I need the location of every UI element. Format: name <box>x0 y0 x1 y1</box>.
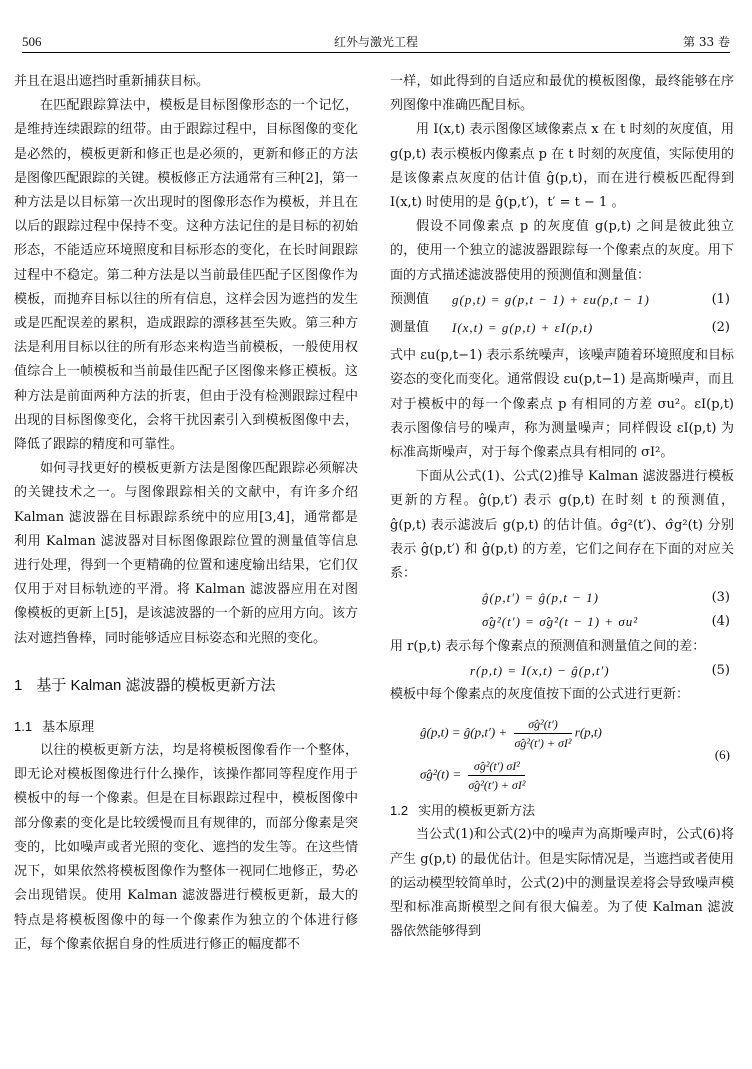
left-column <box>14 70 358 957</box>
paragraph: 以往的模板更新方法，均是将模板图像看作一个整体，即无论对模板图像进行什么操作，该操作都同等程度作用于模板中的每一个像素。但是在目标跟踪过程中，模板图像中部分像素的变化是比较缓慢而且有规律的，而部分像素是突变的，比如噪声或者光照的变化、遮挡的发生等。在这些情况下，如果依然将模板图像作为整体一视同仁地修正，势必会出现错误。使用 Kalman 滤波器进行模板更新，最大的特点是将模板图像中的每一个像素作为独立的个体进行修正，每个像素依据自身的性质进行修正的幅度都不 <box>14 743 358 952</box>
equation-5 <box>390 659 734 683</box>
paragraph: 并且在退出遮挡时重新捕获目标。 <box>14 74 210 89</box>
subsection-heading <box>14 715 358 739</box>
paragraph: 如何寻找更好的模板更新方法是图像匹配跟踪必须解决的关键技术之一。与图像跟踪相关的文献中，有许多介绍 Kalman 滤波器在目标跟踪系统中的应用[3,4]，通常都是利用 Kalman 滤波器对目标图像跟踪位置的测量值等信息进行处理，得到一个更精确的位置和速度输出结果，它们仅仅用于对目标轨迹的平滑。将 Kalman 滤波器应用在对图像模板的更新上[5]，是该滤波器的一个新的应用方向。该方法对遮挡鲁棒，同时能够适应目标姿态和光照的变化。 <box>14 461 358 646</box>
equation-number: (4) <box>711 614 730 630</box>
equation-tail: r(p,t) <box>574 724 602 740</box>
page-number: 506 <box>22 34 42 49</box>
journal-title: 红外与激光工程 <box>333 35 418 49</box>
equation-body: σ̂g²(t′) = σ̂g²(t − 1) + σu² <box>482 614 639 630</box>
equation-6a <box>420 715 602 752</box>
paragraph: 在匹配跟踪算法中，模板是目标图像形态的一个记忆，是维持连续跟踪的纽带。由于跟踪过程中，目标图像的变化是必然的，模板更新和修正也是必须的，更新和修正的方法是图像匹配跟踪的关键。模板修正方法通常有三种[2]，第一种方法是以目标第一次出现时的图像形态作为模板，并且在以后的跟踪过程中保持不变。这种方法记住的是目标的初始形态，不能适应环境照度和目标形态的变化，在长时间跟踪过程中不稳定。第二种方法是以当前最佳匹配子区图像作为模板，而抛弃目标以往的所有信息，这样会因为遮挡的发生或是匹配误差的累积，造成跟踪的漂移甚至失败。第三种方法是利用目标以往的所有形态来构造当前模板，一般使用权值综合上一帧模板和当前最佳匹配子区图像来修正模板。这种方法是前面两种方法的折衷，但由于没有检测跟踪过程中出现的目标图像变化，会将干扰因素引入到模板图像中去，降低了跟踪的精度和可靠性。 <box>14 98 358 453</box>
equation-body: ĝ(p,t′) = ĝ(p,t − 1) <box>482 590 599 606</box>
equation-lhs: ĝ(p,t) = ĝ(p,t′) + <box>420 724 508 740</box>
numerator: σ̂g²(t′) σI² <box>468 757 525 776</box>
section-title: 基于 Kalman 滤波器的模板更新方法 <box>36 676 276 694</box>
equation-body: g(p,t) = g(p,t − 1) + εu(p,t − 1) <box>452 291 650 307</box>
paragraph: 当公式(1)和公式(2)中的噪声为高斯噪声时，公式(6)将产生 g(p,t) 的最优估计。但是实际情况是，当遮挡或者使用的运动模型较简单时，公式(2)中的测量误差将会导致噪声模型和标准高斯模型之间有很大偏差。为了使 Kalman 滤波器依然能够得到 <box>390 827 734 940</box>
paragraph: 假设不同像素点 p 的灰度值 g(p,t) 之间是彼此独立的，使用一个独立的滤波器跟踪每一个像素点的灰度。用下面的方式描述滤波器使用的预测值和测量值： <box>390 219 734 283</box>
paragraph: 式中 εu(p,t−1) 表示系统噪声，该噪声随着环境照度和目标姿态的变化而变化。通常假设 εu(p,t−1) 是高斯噪声，而且对于模板中的每一个像素点 p 有相同的方差 σu²。εI(p,t) 表示图像信号的噪声，称为测量噪声；同样假设 εI(p,t) 为标准高斯噪声，对于每个像素点具有相同的 σI²。 <box>390 348 734 461</box>
fraction <box>514 715 571 752</box>
equation-number: (3) <box>711 590 730 606</box>
right-column <box>390 70 734 944</box>
equation-number: (5) <box>711 662 730 678</box>
paragraph: 用 I(x,t) 表示图像区域像素点 x 在 t 时刻的灰度值，用 g(p,t) 表示模板内像素点 p 在 t 时刻的灰度值，实际使用的是该像素点灰度的估计值 ĝ(p,t)，而在进行模板匹配得到 I(x,t) 时使用的是 ĝ(p,t′)，t′ = t − 1 。 <box>390 122 734 211</box>
equation-lhs: σ̂g²(t) = <box>420 766 462 782</box>
subsection-title: 实用的模板更新方法 <box>418 803 536 819</box>
volume-label: 第 33 卷 <box>683 35 730 49</box>
subsection-number: 1.1 <box>14 718 33 734</box>
subsection-heading <box>390 799 734 823</box>
paragraph: 模板中每个像素点的灰度值按下面的公式进行更新： <box>390 687 690 702</box>
equation-1 <box>390 288 734 312</box>
denominator: σ̂g²(t′) + σI² <box>468 778 526 793</box>
equation-4 <box>390 610 734 634</box>
equation-number: (1) <box>711 291 730 307</box>
subsection-number: 1.2 <box>390 803 409 819</box>
paragraph: 用 r(p,t) 表示每个像素点的预测值和测量值之间的差： <box>390 638 706 654</box>
equation-2 <box>390 316 734 340</box>
equation-number: (2) <box>711 320 730 336</box>
subsection-title: 基本原理 <box>42 718 95 734</box>
equation-6 <box>390 707 734 799</box>
paragraph: 下面从公式(1)、公式(2)推导 Kalman 滤波器进行模板更新的方程。ĝ(p,t′) 表示 g(p,t) 在时刻 t 的预测值，ĝ(p,t) 表示滤波后 g(p,t) 的估计值。σ̂g²(t′)、σ̂g²(t) 分别表示 ĝ(p,t′) 和 ĝ(p,t) 的方差，它们之间存在下面的对应关系： <box>390 469 734 582</box>
equation-body: I(x,t) = g(p,t) + εI(p,t) <box>452 320 594 336</box>
equation-label: 测量值 <box>390 320 430 336</box>
equation-3 <box>390 586 734 610</box>
equation-label: 预测值 <box>390 291 430 307</box>
running-header <box>22 30 730 53</box>
fraction <box>468 757 525 794</box>
denominator: σ̂g²(t′) + σI² <box>514 736 572 751</box>
section-heading <box>14 675 358 697</box>
paragraph: 一样，如此得到的自适应和最优的模板图像，最终能够在序列图像中准确匹配目标。 <box>390 74 734 114</box>
section-number: 1 <box>14 676 23 694</box>
equation-number: (6) <box>714 747 730 763</box>
equation-body: r(p,t) = I(x,t) − ĝ(p,t′) <box>470 662 610 678</box>
numerator: σ̂g²(t′) <box>514 715 571 734</box>
equation-6b <box>420 757 525 794</box>
